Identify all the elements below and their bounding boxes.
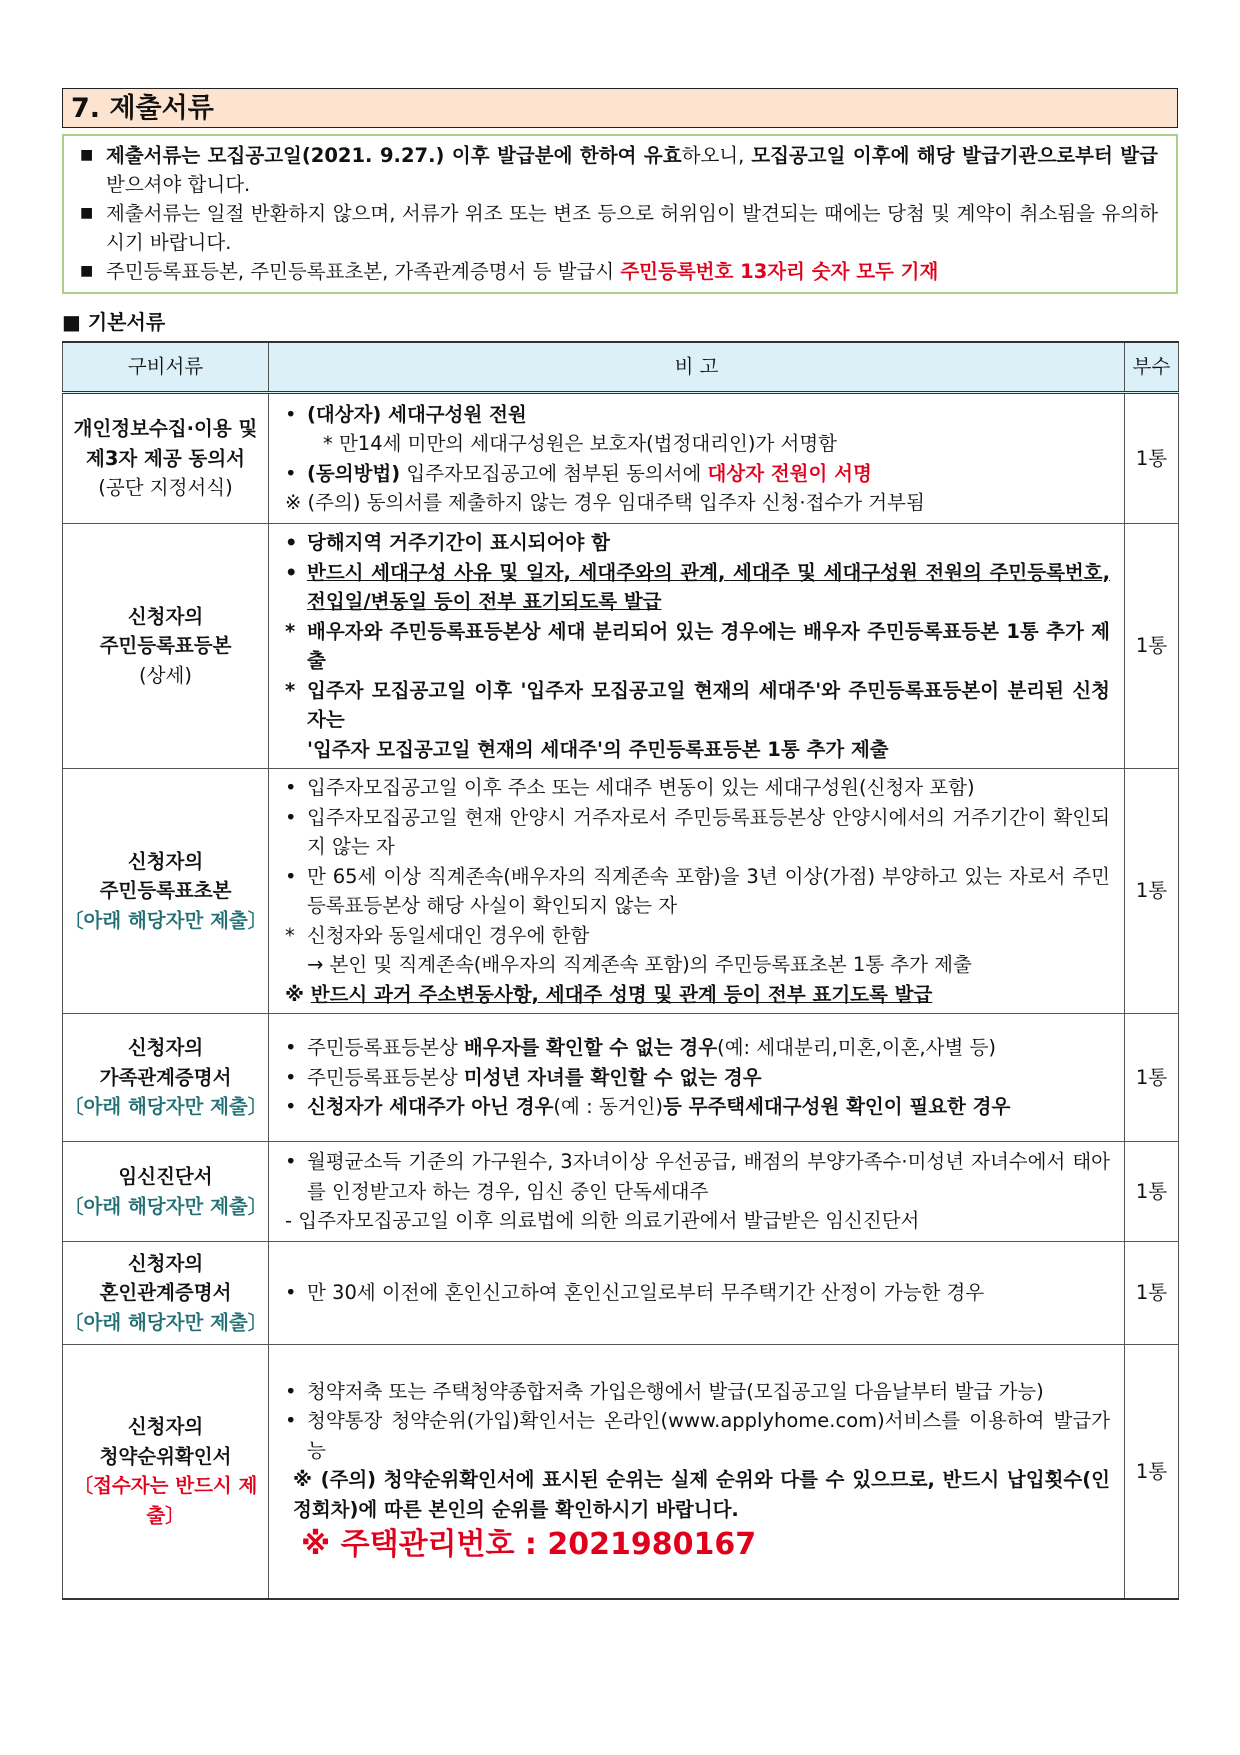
copies-cell: 1통 bbox=[1125, 1242, 1179, 1345]
note-text: 등 무주택세대구성원 확인이 필요한 경우 bbox=[662, 1095, 1011, 1119]
header-copies: 부수 bbox=[1125, 342, 1179, 393]
copies-cell: 1통 bbox=[1125, 1345, 1179, 1599]
doc-name: 가족관계증명서 bbox=[99, 1065, 232, 1089]
notice-item-no-return bbox=[80, 199, 1158, 257]
list-item: • 청약저축 또는 주택청약종합저축 가입은행에서 발급(모집공고일 다음날부터 발급 가능) bbox=[285, 1379, 1044, 1403]
notice-text: 제출서류는 일절 반환하지 않으며, 서류가 위조 또는 변조 등으로 허위임이 발견되는 때에는 당첨 및 계약이 취소됨을 유의하시기 바랍니다. bbox=[106, 202, 1158, 254]
list-item: • 주민등록표등본상 배우자를 확인할 수 없는 경우(예: 세대분리,미혼,이혼,사별 등) bbox=[285, 1036, 996, 1060]
note-text: 입주자모집공고에 첨부된 동의서에 bbox=[400, 461, 708, 485]
list-item: • (동의방법) 입주자모집공고에 첨부된 동의서에 대상자 전원이 서명 bbox=[285, 461, 872, 485]
doc-name: 주민등록표초본 bbox=[99, 879, 232, 903]
doc-name-cell bbox=[63, 1142, 269, 1242]
copies-cell: 1통 bbox=[1125, 393, 1179, 524]
documents-table bbox=[62, 341, 1179, 1600]
copies-cell: 1통 bbox=[1125, 1142, 1179, 1242]
note-text: 입주자모집공고일 이후 주소 또는 세대주 변동이 있는 세대구성원(신청자 포함) bbox=[307, 776, 975, 799]
table-row bbox=[63, 393, 1179, 524]
note-text: 입주자모집공고일 현재 안양시 거주자로서 주민등록표등본상 안양시에서의 거주기간이 확인되지 않는 자 bbox=[307, 805, 1110, 858]
doc-name-note: 〔아래 해당자만 제출〕 bbox=[64, 1310, 268, 1334]
doc-name: 임신진단서 bbox=[118, 1165, 213, 1188]
doc-name-cell bbox=[63, 769, 269, 1014]
doc-name: 신청자의 bbox=[127, 1415, 204, 1439]
list-item: * 신청자와 동일세대인 경우에 한함 bbox=[285, 923, 590, 947]
note-text: 주민등록표등본상 bbox=[307, 1036, 464, 1060]
notice-text: 주민등록표등본, 주민등록표초본, 가족관계증명서 등 발급시 bbox=[106, 260, 621, 283]
list-item: ※ 반드시 과거 주소변동사항, 세대주 성명 및 관계 등이 전부 표기도록 발급 bbox=[285, 982, 933, 1006]
note-cell bbox=[269, 1345, 1125, 1599]
doc-name-cell bbox=[63, 524, 269, 769]
doc-name: 제3자 제공 동의서 bbox=[85, 446, 245, 470]
list-item: • 신청자가 세대주가 아닌 경우(예 : 동거인)등 무주택세대구성원 확인이 필요한 경우 bbox=[285, 1095, 1011, 1119]
basic-docs-heading: ■ 기본서류 bbox=[62, 310, 166, 334]
notice-text: 하오니, bbox=[681, 144, 752, 167]
square-bullet-icon: ■ bbox=[80, 147, 94, 163]
note-cell bbox=[269, 1014, 1125, 1142]
note-text: (예 : 동거인) bbox=[553, 1095, 663, 1119]
note-text: - 입주자모집공고일 이후 의료법에 의한 의료기관에서 발급받은 임신진단서 bbox=[285, 1209, 920, 1233]
doc-name-note: 〔아래 해당자만 제출〕 bbox=[64, 908, 268, 932]
table-row bbox=[63, 769, 1179, 1014]
doc-name-note: (상세) bbox=[139, 663, 192, 687]
note-text: 만 30세 이전에 혼인신고하여 혼인신고일로부터 무주택기간 산정이 가능한 경우 bbox=[307, 1281, 985, 1305]
doc-name-note: (공단 지정서식) bbox=[98, 476, 233, 500]
header-note: 비 고 bbox=[269, 342, 1125, 393]
copies-cell: 1통 bbox=[1125, 524, 1179, 769]
note-text: 배우자를 확인할 수 없는 경우 bbox=[463, 1036, 718, 1060]
note-warning: ※ (주의) 청약순위확인서에 표시된 순위는 실제 순위와 다를 수 있으므로, 반드시 납입횟수(인정회차)에 따른 본인의 순위를 확인하시기 바랍니다. bbox=[293, 1468, 1110, 1521]
notice-validity-bold: 제출서류는 모집공고일(2021. 9.27.) 이후 발급분에 한하여 유효 bbox=[106, 144, 682, 167]
doc-name-cell bbox=[63, 1242, 269, 1345]
note-cell bbox=[269, 393, 1125, 524]
notice-item-id-number bbox=[80, 257, 1158, 286]
doc-name: 신청자의 bbox=[127, 604, 204, 628]
list-item: • 만 65세 이상 직계존속(배우자의 직계존속 포함)을 3년 이상(가점) 부양하고 있는 자로서 주민등록표등본상 해당 사실이 확인되지 않는 자 bbox=[285, 864, 1110, 917]
note-text: (예: 세대분리,미혼,이혼,사별 등) bbox=[717, 1036, 996, 1060]
note-text: (동의방법) bbox=[307, 461, 401, 485]
list-item: • 만 30세 이전에 혼인신고하여 혼인신고일로부터 무주택기간 산정이 가능한 경우 bbox=[285, 1281, 985, 1305]
note-text: '입주자 모집공고일 현재의 세대주'의 주민등록표등본 1통 추가 제출 bbox=[307, 737, 889, 761]
square-bullet-icon: ■ bbox=[80, 205, 94, 221]
table-row bbox=[63, 1242, 1179, 1345]
list-item: • 당해지역 거주기간이 표시되어야 함 bbox=[285, 531, 610, 554]
doc-name-cell bbox=[63, 1014, 269, 1142]
doc-name: 신청자의 bbox=[127, 1251, 204, 1275]
doc-name: 주민등록표등본 bbox=[99, 634, 232, 658]
note-text: 반드시 세대구성 사유 및 일자, 세대주와의 관계, 세대주 및 세대구성원 전원의 주민등록번호, 전입일/변동일 등이 전부 표기되도록 발급 bbox=[307, 560, 1110, 613]
section-title: 7. 제출서류 bbox=[62, 88, 1178, 128]
housing-management-number: ※ 주택관리번호 : 2021980167 bbox=[301, 1527, 757, 1562]
note-text: → 본인 및 직계존속(배우자의 직계존속 포함)의 주민등록표초본 1통 추가 제출 bbox=[307, 953, 972, 976]
doc-name: 혼인관계증명서 bbox=[99, 1281, 232, 1305]
table-header-row bbox=[63, 342, 1179, 393]
doc-name: 개인정보수집·이용 및 bbox=[73, 417, 258, 441]
note-text: 만 65세 이상 직계존속(배우자의 직계존속 포함)을 3년 이상(가점) 부양하고 있는 자로서 주민등록표등본상 해당 사실이 확인되지 않는 자 bbox=[307, 864, 1110, 917]
table-row bbox=[63, 524, 1179, 769]
note-cell bbox=[269, 524, 1125, 769]
copies-cell: 1통 bbox=[1125, 769, 1179, 1014]
list-item: • 주민등록표등본상 미성년 자녀를 확인할 수 없는 경우 bbox=[285, 1065, 762, 1089]
doc-name-cell bbox=[63, 393, 269, 524]
doc-name: 청약순위확인서 bbox=[99, 1444, 232, 1468]
note-text: * 만14세 미만의 세대구성원은 보호자(법정대리인)가 서명함 bbox=[323, 432, 838, 455]
note-text: 입주자 모집공고일 이후 '입주자 모집공고일 현재의 세대주'와 주민등록표등본이 분리된 신청자는 bbox=[307, 678, 1110, 731]
list-item: * 입주자 모집공고일 이후 '입주자 모집공고일 현재의 세대주'와 주민등록표등본이 분리된 신청자는 bbox=[285, 678, 1110, 731]
note-cell bbox=[269, 1142, 1125, 1242]
table-row bbox=[63, 1014, 1179, 1142]
list-item: • 반드시 세대구성 사유 및 일자, 세대주와의 관계, 세대주 및 세대구성원 전원의 주민등록번호, 전입일/변동일 등이 전부 표기되도록 발급 bbox=[285, 560, 1110, 613]
note-text: 월평균소득 기준의 가구원수, 3자녀이상 우선공급, 배점의 부양가족수·미성년 자녀수에서 태아를 인정받고자 하는 경우, 임신 중인 단독세대주 bbox=[307, 1150, 1110, 1203]
list-item: • 청약통장 청약순위(가입)확인서는 온라인(www.applyhome.com)서비스를 이용하여 발급가능 bbox=[285, 1409, 1110, 1462]
list-item: • 입주자모집공고일 이후 주소 또는 세대주 변동이 있는 세대구성원(신청자 포함) bbox=[285, 776, 975, 799]
header-doc: 구비서류 bbox=[63, 342, 269, 393]
list-item: * 배우자와 주민등록표등본상 세대 분리되어 있는 경우에는 배우자 주민등록표등본 1통 추가 제출 bbox=[285, 619, 1110, 672]
note-text: 신청자가 세대주가 아닌 경우 bbox=[307, 1095, 554, 1119]
note-text: 배우자와 주민등록표등본상 세대 분리되어 있는 경우에는 배우자 주민등록표등본 1통 추가 제출 bbox=[307, 619, 1110, 672]
doc-name-note: 〔아래 해당자만 제출〕 bbox=[64, 1194, 268, 1218]
list-item: • (대상자) 세대구성원 전원 bbox=[285, 402, 527, 426]
list-item: • 입주자모집공고일 현재 안양시 거주자로서 주민등록표등본상 안양시에서의 거주기간이 확인되지 않는 자 bbox=[285, 805, 1110, 858]
note-highlight: 대상자 전원이 서명 bbox=[707, 461, 872, 485]
note-text: ※ (주의) 동의서를 제출하지 않는 경우 임대주택 입주자 신청·접수가 거부됨 bbox=[285, 491, 925, 514]
doc-name-cell bbox=[63, 1345, 269, 1599]
note-text: 신청자와 동일세대인 경우에 한함 bbox=[307, 923, 590, 947]
note-text: 청약저축 또는 주택청약종합저축 가입은행에서 발급(모집공고일 다음날부터 발급 가능) bbox=[307, 1379, 1044, 1403]
table-row bbox=[63, 1345, 1179, 1599]
document-page bbox=[62, 88, 1178, 1600]
note-text: 미성년 자녀를 확인할 수 없는 경우 bbox=[463, 1065, 762, 1089]
list-item: • 월평균소득 기준의 가구원수, 3자녀이상 우선공급, 배점의 부양가족수·미성년 자녀수에서 태아를 인정받고자 하는 경우, 임신 중인 단독세대주 bbox=[285, 1150, 1110, 1203]
doc-name: 신청자의 bbox=[127, 849, 204, 873]
note-text: (대상자) 세대구성원 전원 bbox=[307, 402, 527, 426]
notice-text: 받으셔야 합니다. bbox=[106, 173, 251, 196]
notice-box bbox=[62, 134, 1178, 294]
note-text: 반드시 과거 주소변동사항, 세대주 성명 및 관계 등이 전부 표기도록 발급 bbox=[310, 982, 933, 1006]
doc-name-note: 〔접수자는 반드시 제출〕 bbox=[73, 1474, 258, 1527]
note-text: 주민등록표등본상 bbox=[307, 1065, 464, 1089]
copies-cell: 1통 bbox=[1125, 1014, 1179, 1142]
notice-issuer-bold: 모집공고일 이후에 해당 발급기관으로부터 발급 bbox=[751, 144, 1158, 167]
note-cell bbox=[269, 1242, 1125, 1345]
notice-item-validity bbox=[80, 141, 1158, 199]
note-text: 당해지역 거주기간이 표시되어야 함 bbox=[307, 531, 610, 554]
doc-name-note: 〔아래 해당자만 제출〕 bbox=[64, 1095, 268, 1119]
table-row bbox=[63, 1142, 1179, 1242]
note-text: 청약통장 청약순위(가입)확인서는 온라인(www.applyhome.com)서비스를 이용하여 발급가능 bbox=[307, 1409, 1110, 1462]
note-cell bbox=[269, 769, 1125, 1014]
doc-name: 신청자의 bbox=[127, 1036, 204, 1060]
notice-id-highlight: 주민등록번호 13자리 숫자 모두 기재 bbox=[620, 260, 939, 283]
square-bullet-icon: ■ bbox=[80, 263, 94, 279]
